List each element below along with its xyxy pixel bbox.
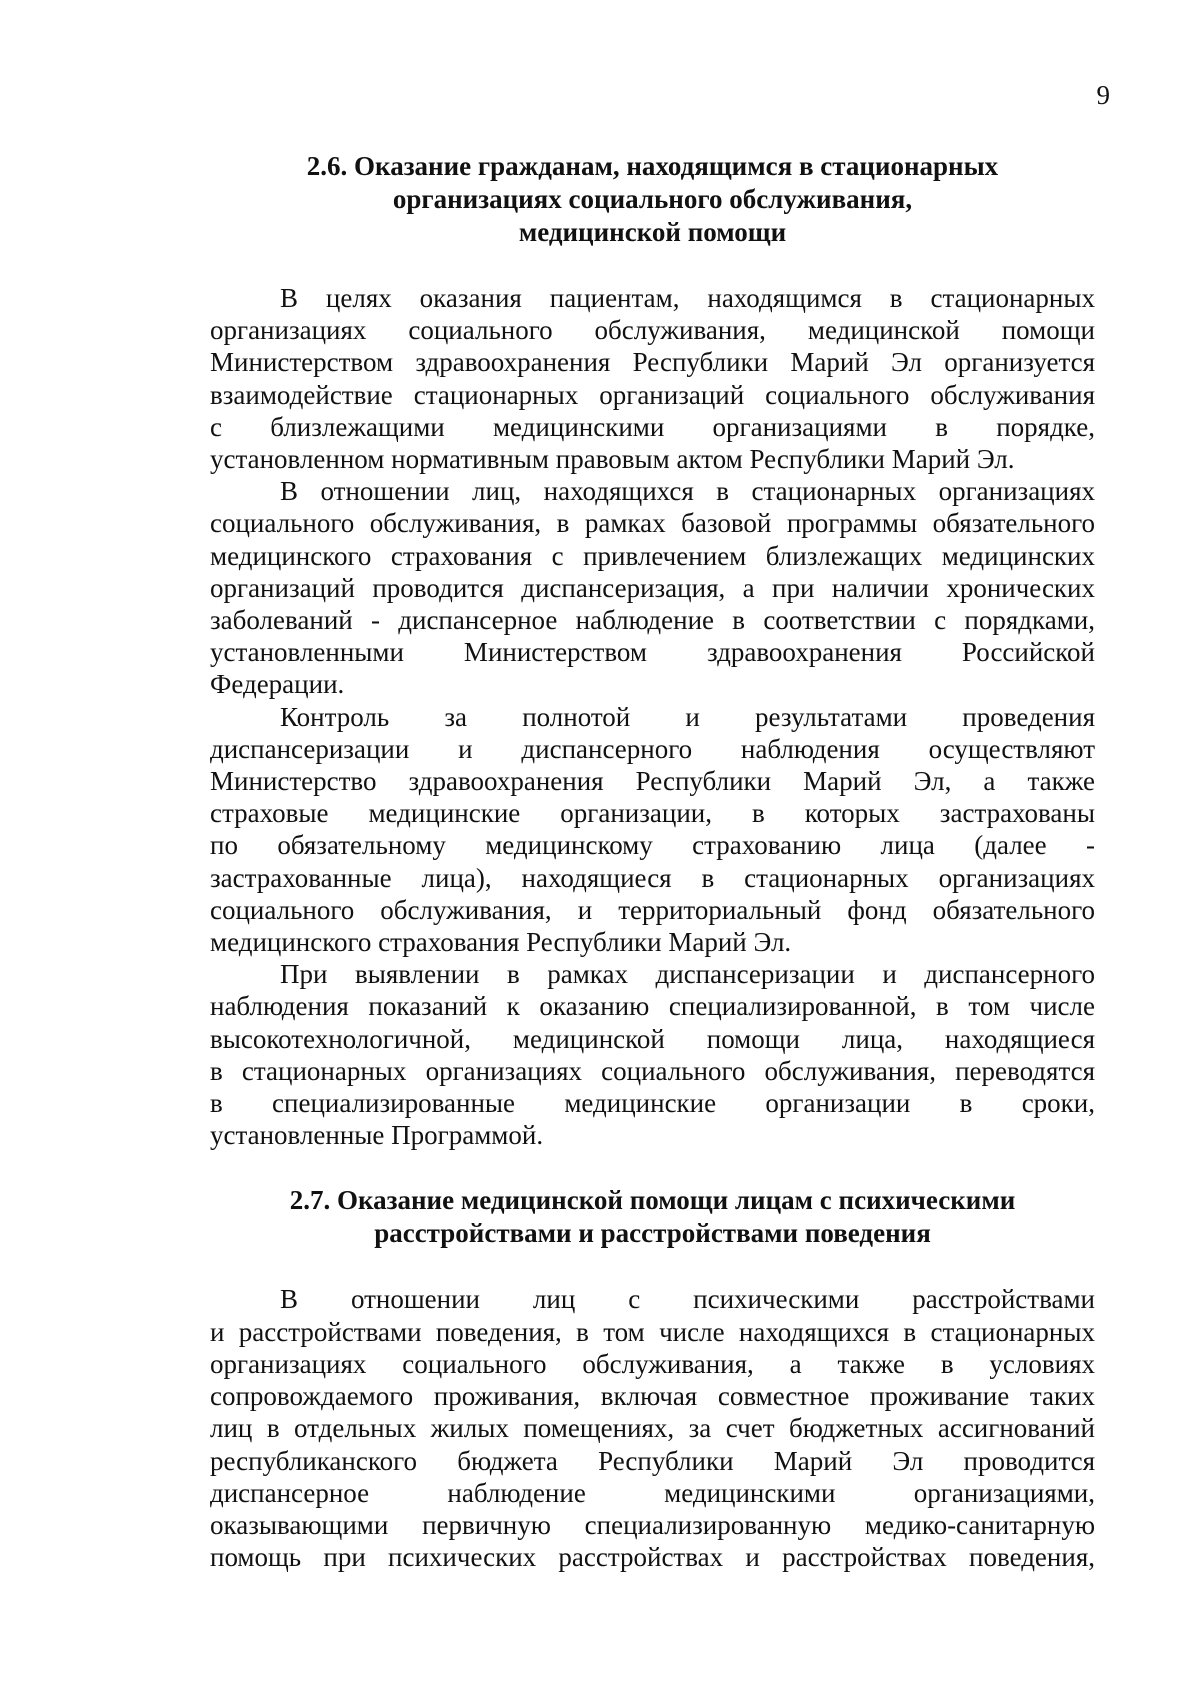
text-line: медицинского страхования Республики Марий Эл. [210, 927, 792, 958]
text-line: социального обслуживания, и территориальный фонд обязательного [210, 894, 1095, 925]
text-line: При выявлении в рамках диспансеризации и диспансерного [280, 959, 1095, 990]
text-line: оказывающими первичную специализированную медико-санитарную [210, 1509, 1095, 1540]
heading-line: 2.6. Оказание гражданам, находящимся в стационарных [306, 151, 999, 181]
text-line: высокотехнологичной, медицинской помощи лица, находящиеся [210, 1023, 1095, 1054]
page-number: 9 [1096, 80, 1110, 110]
text-line: Контроль за полнотой и результатами проведения [280, 701, 1095, 732]
text-line: диспансеризации и диспансерного наблюдения осуществляют [210, 733, 1095, 764]
paragraph [210, 701, 1095, 959]
text-line: установленные Программой. [210, 1120, 544, 1151]
text-line: республиканского бюджета Республики Марий Эл проводится [210, 1445, 1095, 1476]
page-content [210, 150, 1095, 1573]
text-line: страховые медицинские организации, в которых застрахованы [210, 798, 1095, 829]
text-line: Министерством здравоохранения Республики Марий Эл организуется [210, 347, 1095, 378]
heading-line: медицинской помощи [518, 217, 787, 247]
text-line: взаимодействие стационарных организаций социального обслуживания [210, 379, 1095, 410]
text-line: застрахованные лица), находящиеся в стационарных организациях [210, 862, 1095, 893]
text-line: по обязательному медицинскому страхованию лица (далее - [210, 830, 1095, 861]
text-line: наблюдения показаний к оказанию специализированной, в том числе [210, 991, 1095, 1022]
text-line: диспансерное наблюдение медицинскими организациями, [210, 1477, 1095, 1508]
text-line: установленном нормативным правовым актом Республики Марий Эл. [210, 444, 1015, 475]
text-line: в специализированные медицинские организации в сроки, [210, 1088, 1095, 1119]
text-line: Министерство здравоохранения Республики Марий Эл, а также [210, 766, 1095, 797]
text-line: медицинского страхования с привлечением близлежащих медицинских [210, 540, 1095, 571]
heading-line: расстройствами и расстройствами поведения [374, 1218, 931, 1249]
text-line: сопровождаемого проживания, включая совместное проживание таких [210, 1381, 1095, 1412]
section-heading-2-6 [210, 150, 1095, 249]
text-line: В целях оказания пациентам, находящимся в стационарных [280, 283, 1095, 313]
text-line: социального обслуживания, в рамках базовой программы обязательного [210, 508, 1095, 539]
text-line: В отношении лиц с психическими расстройствами [280, 1284, 1095, 1315]
text-line: Федерации. [210, 669, 345, 700]
text-line: организациях социального обслуживания, а также в условиях [210, 1348, 1095, 1379]
text-line: лиц в отдельных жилых помещениях, за счет бюджетных ассигнований [210, 1413, 1095, 1444]
text-line: организаций проводится диспансеризация, а при наличии хронических [210, 572, 1095, 603]
text-line: заболеваний - диспансерное наблюдение в соответствии с порядками, [210, 605, 1095, 636]
heading-line: организациях социального обслуживания, [392, 184, 913, 214]
paragraph [210, 1283, 1095, 1573]
paragraph [210, 958, 1095, 1151]
heading-line: 2.7. Оказание медицинской помощи лицам с психическими [289, 1185, 1016, 1216]
text-line: установленными Министерством здравоохранения Российской [210, 637, 1095, 668]
paragraph [210, 282, 1095, 475]
text-line: помощь при психических расстройствах и расстройствах поведения, [210, 1542, 1095, 1573]
text-line: в стационарных организациях социального обслуживания, переводятся [210, 1055, 1095, 1086]
text-line: организациях социального обслуживания, медицинской помощи [210, 315, 1095, 346]
text-line: с близлежащими медицинскими организациями в порядке, [210, 411, 1095, 442]
paragraph [210, 475, 1095, 700]
section-heading-2-7 [210, 1184, 1095, 1250]
text-line: В отношении лиц, находящихся в стационарных организациях [280, 476, 1095, 507]
text-line: и расстройствами поведения, в том числе находящихся в стационарных [210, 1316, 1095, 1347]
